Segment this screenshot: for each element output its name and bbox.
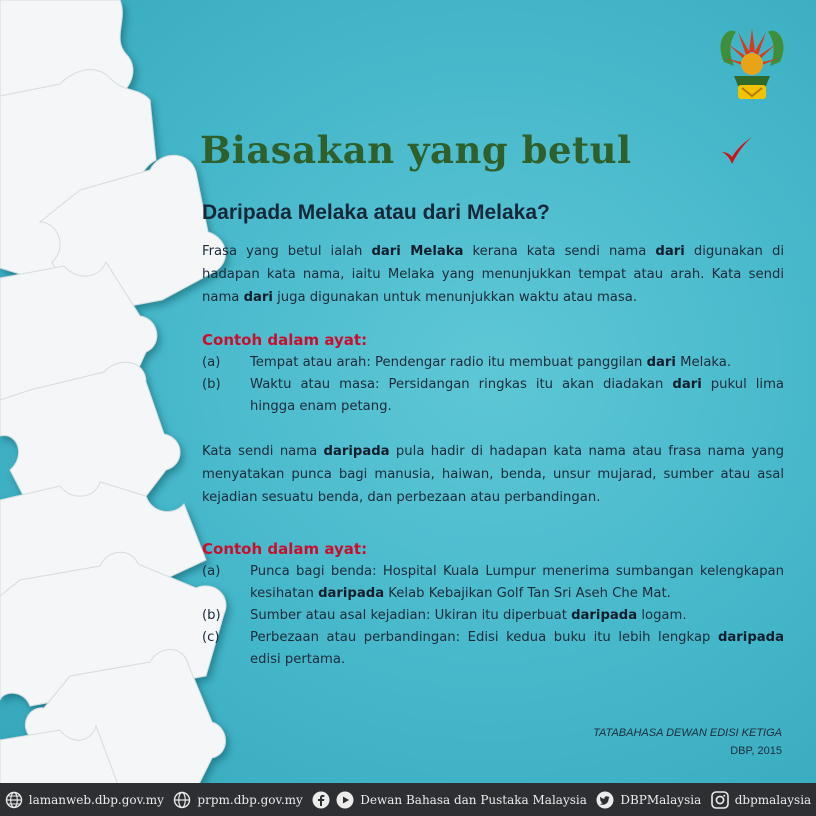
question-mark: ? xyxy=(537,201,550,224)
dbp-logo-icon xyxy=(716,22,788,106)
website-link[interactable] xyxy=(5,791,164,809)
youtube-icon xyxy=(336,791,354,809)
source-publisher: DBP, 2015 xyxy=(730,745,782,757)
intro-paragraph: Frasa yang betul ialah dari Melaka kerana kata sendi nama dari digunakan di hadapan kata nama, iaitu Melaka yang menunjukkan tempat atau arah. Kata sendi nama dari juga digunakan untuk menunjukkan waktu atau masa. xyxy=(202,244,784,305)
facebook-youtube-label: Dewan Bahasa dan Pustaka Malaysia xyxy=(360,792,587,807)
instagram-icon xyxy=(711,791,729,809)
twitter-label: DBPMalaysia xyxy=(620,792,702,807)
list-item: (b) Sumber atau asal kejadian: Ukiran itu diperbuat daripada logam. xyxy=(202,608,687,623)
instagram-label: dbpmalaysia xyxy=(734,792,812,807)
facebook-youtube-link[interactable] xyxy=(312,791,587,809)
examples-list-2 xyxy=(202,561,784,671)
globe-icon xyxy=(5,791,23,809)
examples-list-1 xyxy=(202,352,784,418)
question-option-1: Daripada Melaka xyxy=(202,201,368,224)
question-option-2: dari Melaka xyxy=(422,201,538,224)
twitter-icon xyxy=(596,791,614,809)
page-title: Biasakan yang betul xyxy=(200,128,632,172)
list-item: (a) Tempat atau arah: Pendengar radio itu membuat panggilan dari Melaka. xyxy=(202,355,732,370)
example-heading-2: Contoh dalam ayat: xyxy=(202,540,368,558)
prpm-label: prpm.dbp.gov.my xyxy=(197,792,303,807)
twitter-link[interactable] xyxy=(596,791,701,809)
web-icon xyxy=(173,791,191,809)
checkmark-icon xyxy=(718,134,754,170)
instagram-link[interactable] xyxy=(711,791,812,809)
list-item: (c) Perbezaan atau perbandingan: Edisi kedua buku itu lebih lengkap daripada edisi pertama. xyxy=(202,630,784,667)
example-heading-1: Contoh dalam ayat: xyxy=(202,331,368,349)
facebook-icon xyxy=(312,791,330,809)
source-citation xyxy=(593,724,782,760)
question-connector: atau xyxy=(367,201,423,224)
prpm-link[interactable] xyxy=(173,791,302,809)
website-label: lamanweb.dbp.gov.my xyxy=(28,792,164,807)
question-heading xyxy=(202,201,550,225)
source-title: TATABAHASA DEWAN EDISI KETIGA xyxy=(593,727,782,739)
footer-bar xyxy=(0,783,816,816)
list-item: (b) Waktu atau masa: Persidangan ringkas itu akan diadakan dari pukul lima hingga enam petang. xyxy=(202,377,784,414)
list-item: (a) Punca bagi benda: Hospital Kuala Lumpur menerima sumbangan kelengkapan kesihatan daripada Kelab Kebajikan Golf Tan Sri Aseh Che Mat. xyxy=(202,564,784,601)
middle-paragraph: Kata sendi nama daripada pula hadir di hadapan kata nama atau frasa nama yang menyatakan punca bagi manusia, haiwan, benda, unsur mujarad, sumber atau asal kejadian sesuatu benda, dan perbezaan atau perbandingan. xyxy=(202,444,784,505)
